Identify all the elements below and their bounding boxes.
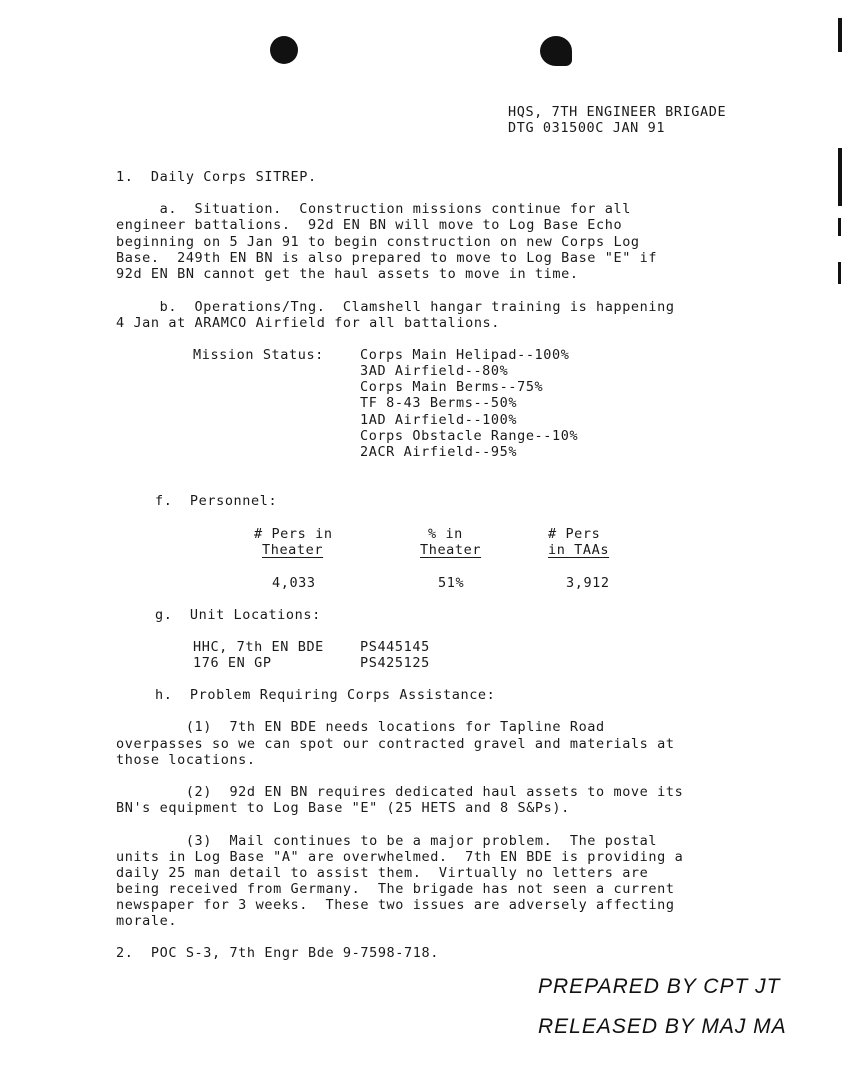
personnel-col1-header: Theater [262,542,324,558]
scan-edge-mark [838,262,841,284]
personnel-col3-header: # Pers [548,526,601,542]
para-a-line: engineer battalions. 92d EN BN will move to Log Base Echo [116,217,623,233]
problem-3-line: units in Log Base "A" are overwhelmed. 7th EN BDE is providing a [116,849,684,865]
mission-status-item: 2ACR Airfield--95% [360,444,518,460]
handwritten-prepared-by: PREPARED BY CPT JT [538,975,781,998]
mission-status-item: Corps Main Berms--75% [360,379,544,395]
problem-1-line: overpasses so we can spot our contracted gravel and materials at [116,736,675,752]
unit-locations-label: g. Unit Locations: [155,607,321,623]
header-dtg: DTG 031500C JAN 91 [508,120,666,136]
mission-status-item: 1AD Airfield--100% [360,412,518,428]
mission-status-item: Corps Obstacle Range--10% [360,428,579,444]
mission-status-item: TF 8-43 Berms--50% [360,395,518,411]
section-1-heading: 1. Daily Corps SITREP. [116,169,317,185]
para-b-line: 4 Jan at ARAMCO Airfield for all battalions. [116,315,501,331]
problem-3-line: daily 25 man detail to assist them. Virtually no letters are [116,865,649,881]
para-a-line: Base. 249th EN BN is also prepared to move to Log Base "E" if [116,250,658,266]
section-2-poc: 2. POC S-3, 7th Engr Bde 9-7598-718. [116,945,439,961]
problem-1-line: those locations. [116,752,256,768]
problem-2-line: BN's equipment to Log Base "E" (25 HETS and 8 S&Ps). [116,800,570,816]
scan-edge-mark [838,18,842,52]
mission-status-item: 3AD Airfield--80% [360,363,509,379]
personnel-col3-header: in TAAs [548,542,610,558]
header-unit: HQS, 7TH ENGINEER BRIGADE [508,104,727,120]
problem-2-line: (2) 92d EN BN requires dedicated haul assets to move its [116,784,684,800]
para-b-line: b. Operations/Tng. Clamshell hangar training is happening [116,299,675,315]
mission-status-label: Mission Status: [193,347,324,363]
personnel-col3-value: 3,912 [566,575,610,591]
personnel-col2-header: Theater [420,542,482,558]
problem-1-line: (1) 7th EN BDE needs locations for Tapline Road [116,719,605,735]
personnel-col1-value: 4,033 [272,575,316,591]
problem-3-line: (3) Mail continues to be a major problem. The postal [116,833,658,849]
unit-grid: PS425125 [360,655,430,671]
personnel-col2-value: 51% [438,575,465,591]
problem-3-line: newspaper for 3 weeks. These two issues are adversely affecting [116,897,675,913]
unit-name: HHC, 7th EN BDE [193,639,324,655]
para-a-line: a. Situation. Construction missions continue for all [116,201,631,217]
handwritten-released-by: RELEASED BY MAJ MA [538,1015,787,1038]
personnel-col1-header: # Pers in [254,526,333,542]
unit-name: 176 EN GP [193,655,272,671]
problem-heading: h. Problem Requiring Corps Assistance: [155,687,496,703]
mission-status-item: Corps Main Helipad--100% [360,347,570,363]
scan-edge-mark [838,148,842,206]
problem-3-line: morale. [116,913,178,929]
punch-hole-right [540,36,572,66]
para-a-line: beginning on 5 Jan 91 to begin construction on new Corps Log [116,234,640,250]
personnel-col2-header: % in [428,526,463,542]
scan-edge-mark [838,218,841,236]
personnel-label: f. Personnel: [155,493,278,509]
unit-grid: PS445145 [360,639,430,655]
para-a-line: 92d EN BN cannot get the haul assets to move in time. [116,266,579,282]
problem-3-line: being received from Germany. The brigade has not seen a current [116,881,675,897]
punch-hole-left [270,36,298,64]
